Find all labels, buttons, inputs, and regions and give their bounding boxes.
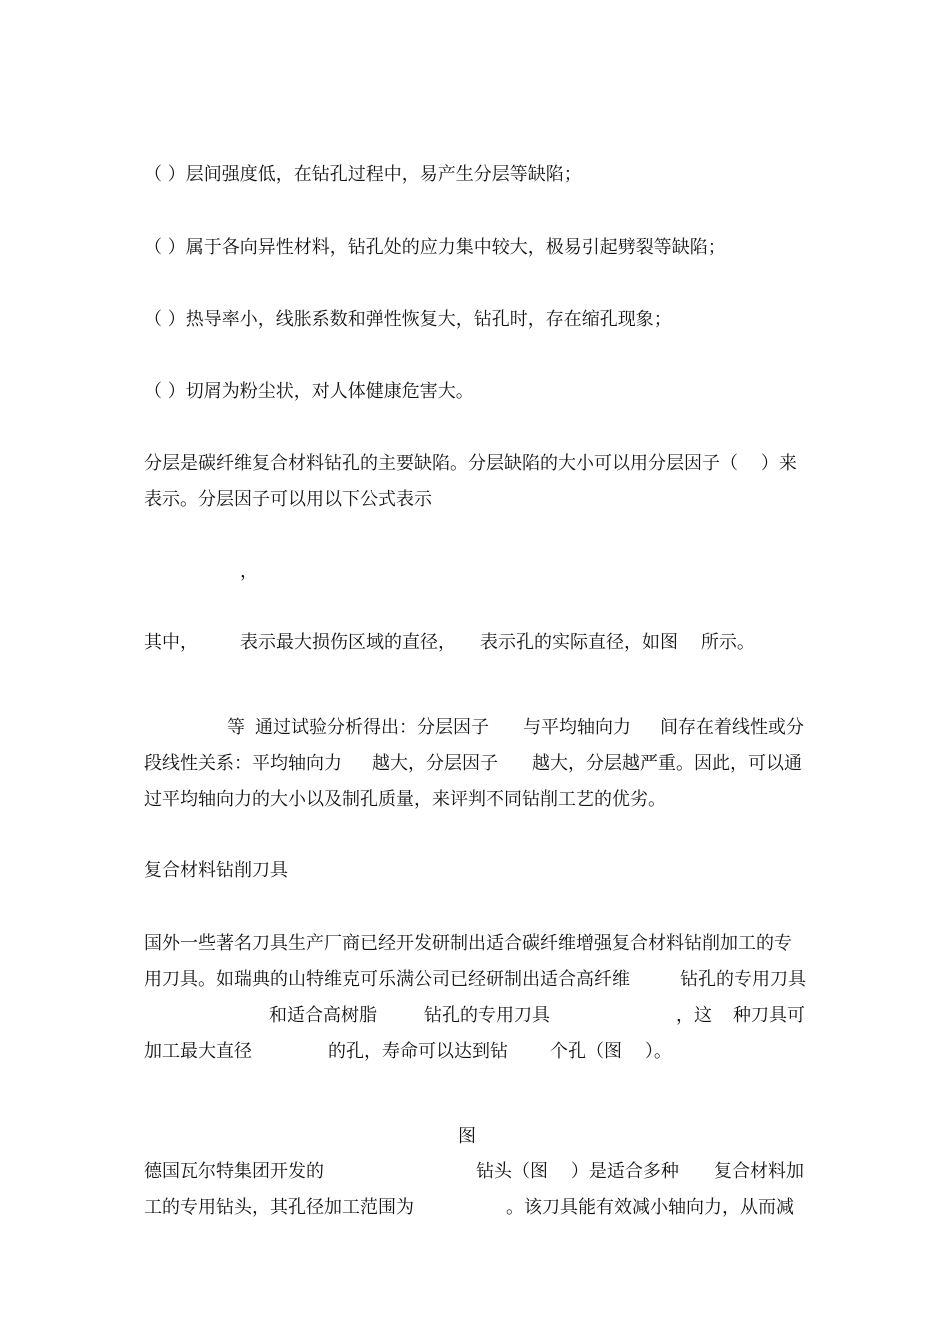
- tools-para-l3-d: 种刀具可: [733, 1005, 805, 1026]
- figure-label: 图: [458, 1126, 476, 1147]
- walter-para-l1-a: 德国瓦尔特集团开发的: [144, 1161, 324, 1182]
- where-actual-diameter: 表示孔的实际直径，如图 所示。: [480, 632, 755, 653]
- analysis-l1-c: 与平均轴向力: [523, 717, 631, 738]
- tools-para-l3-a: 和适合高树脂: [269, 1005, 377, 1026]
- tools-para-l4-c: 个孔（图 ）。: [550, 1041, 672, 1062]
- section-heading-tools: 复合材料钻削刀具: [144, 860, 288, 881]
- tools-para-l3-c: ，这: [676, 1005, 712, 1026]
- list-item-anisotropy: （ ）属于各向异性材料，钻孔处的应力集中较大，极易引起劈裂等缺陷；: [144, 237, 726, 258]
- analysis-l1-a: 等: [227, 717, 245, 738]
- analysis-l1-b: 通过试验分析得出：分层因子: [255, 717, 489, 738]
- analysis-l1-d: 间存在着线性或分: [660, 717, 804, 738]
- walter-para-l2-b: 。该刀具能有效减小轴向力，从而减: [506, 1197, 794, 1218]
- tools-para-l2-a: 用刀具。如瑞典的山特维克可乐满公司已经研制出适合高纤维: [144, 969, 630, 990]
- walter-para-l2-a: 工的专用钻头，其孔径加工范围为: [144, 1197, 414, 1218]
- tools-para-l1: 国外一些著名刀具生产厂商已经开发研制出适合碳纤维增强复合材料钻削加工的专: [144, 933, 792, 954]
- tools-para-l2-b: 钻孔的专用刀具: [680, 969, 806, 990]
- tools-para-l4-b: 的孔，寿命可以达到钻: [328, 1041, 508, 1062]
- analysis-l2-a: 段线性关系：平均轴向力: [144, 753, 342, 774]
- walter-para-l1-c: 复合材料加: [714, 1161, 804, 1182]
- paragraph-delamination-line2: 表示。分层因子可以用以下公式表示: [144, 489, 432, 510]
- analysis-l2-b: 越大，分层因子: [372, 753, 498, 774]
- tools-para-l3-b: 钻孔的专用刀具: [424, 1005, 550, 1026]
- analysis-l3: 过平均轴向力的大小以及制孔质量，来评判不同钻削工艺的优劣。: [144, 789, 666, 810]
- formula-comma: ，: [240, 561, 258, 582]
- where-prefix: 其中，: [144, 632, 198, 653]
- paragraph-delamination-line1: 分层是碳纤维复合材料钻孔的主要缺陷。分层缺陷的大小可以用分层因子（ ）来: [144, 453, 797, 474]
- list-item-interlayer: （ ）层间强度低，在钻孔过程中，易产生分层等缺陷；: [144, 164, 582, 185]
- list-item-dust: （ ）切屑为粉尘状，对人体健康危害大。: [144, 381, 474, 402]
- where-max-diameter: 表示最大损伤区域的直径，: [240, 632, 456, 653]
- analysis-l2-c: 越大，分层越严重。因此，可以通: [532, 753, 802, 774]
- walter-para-l1-b: 钻头（图 ）是适合多种: [476, 1161, 679, 1182]
- tools-para-l4-a: 加工最大直径: [144, 1041, 252, 1062]
- list-item-thermal: （ ）热导率小，线胀系数和弹性恢复大，钻孔时，存在缩孔现象；: [144, 309, 672, 330]
